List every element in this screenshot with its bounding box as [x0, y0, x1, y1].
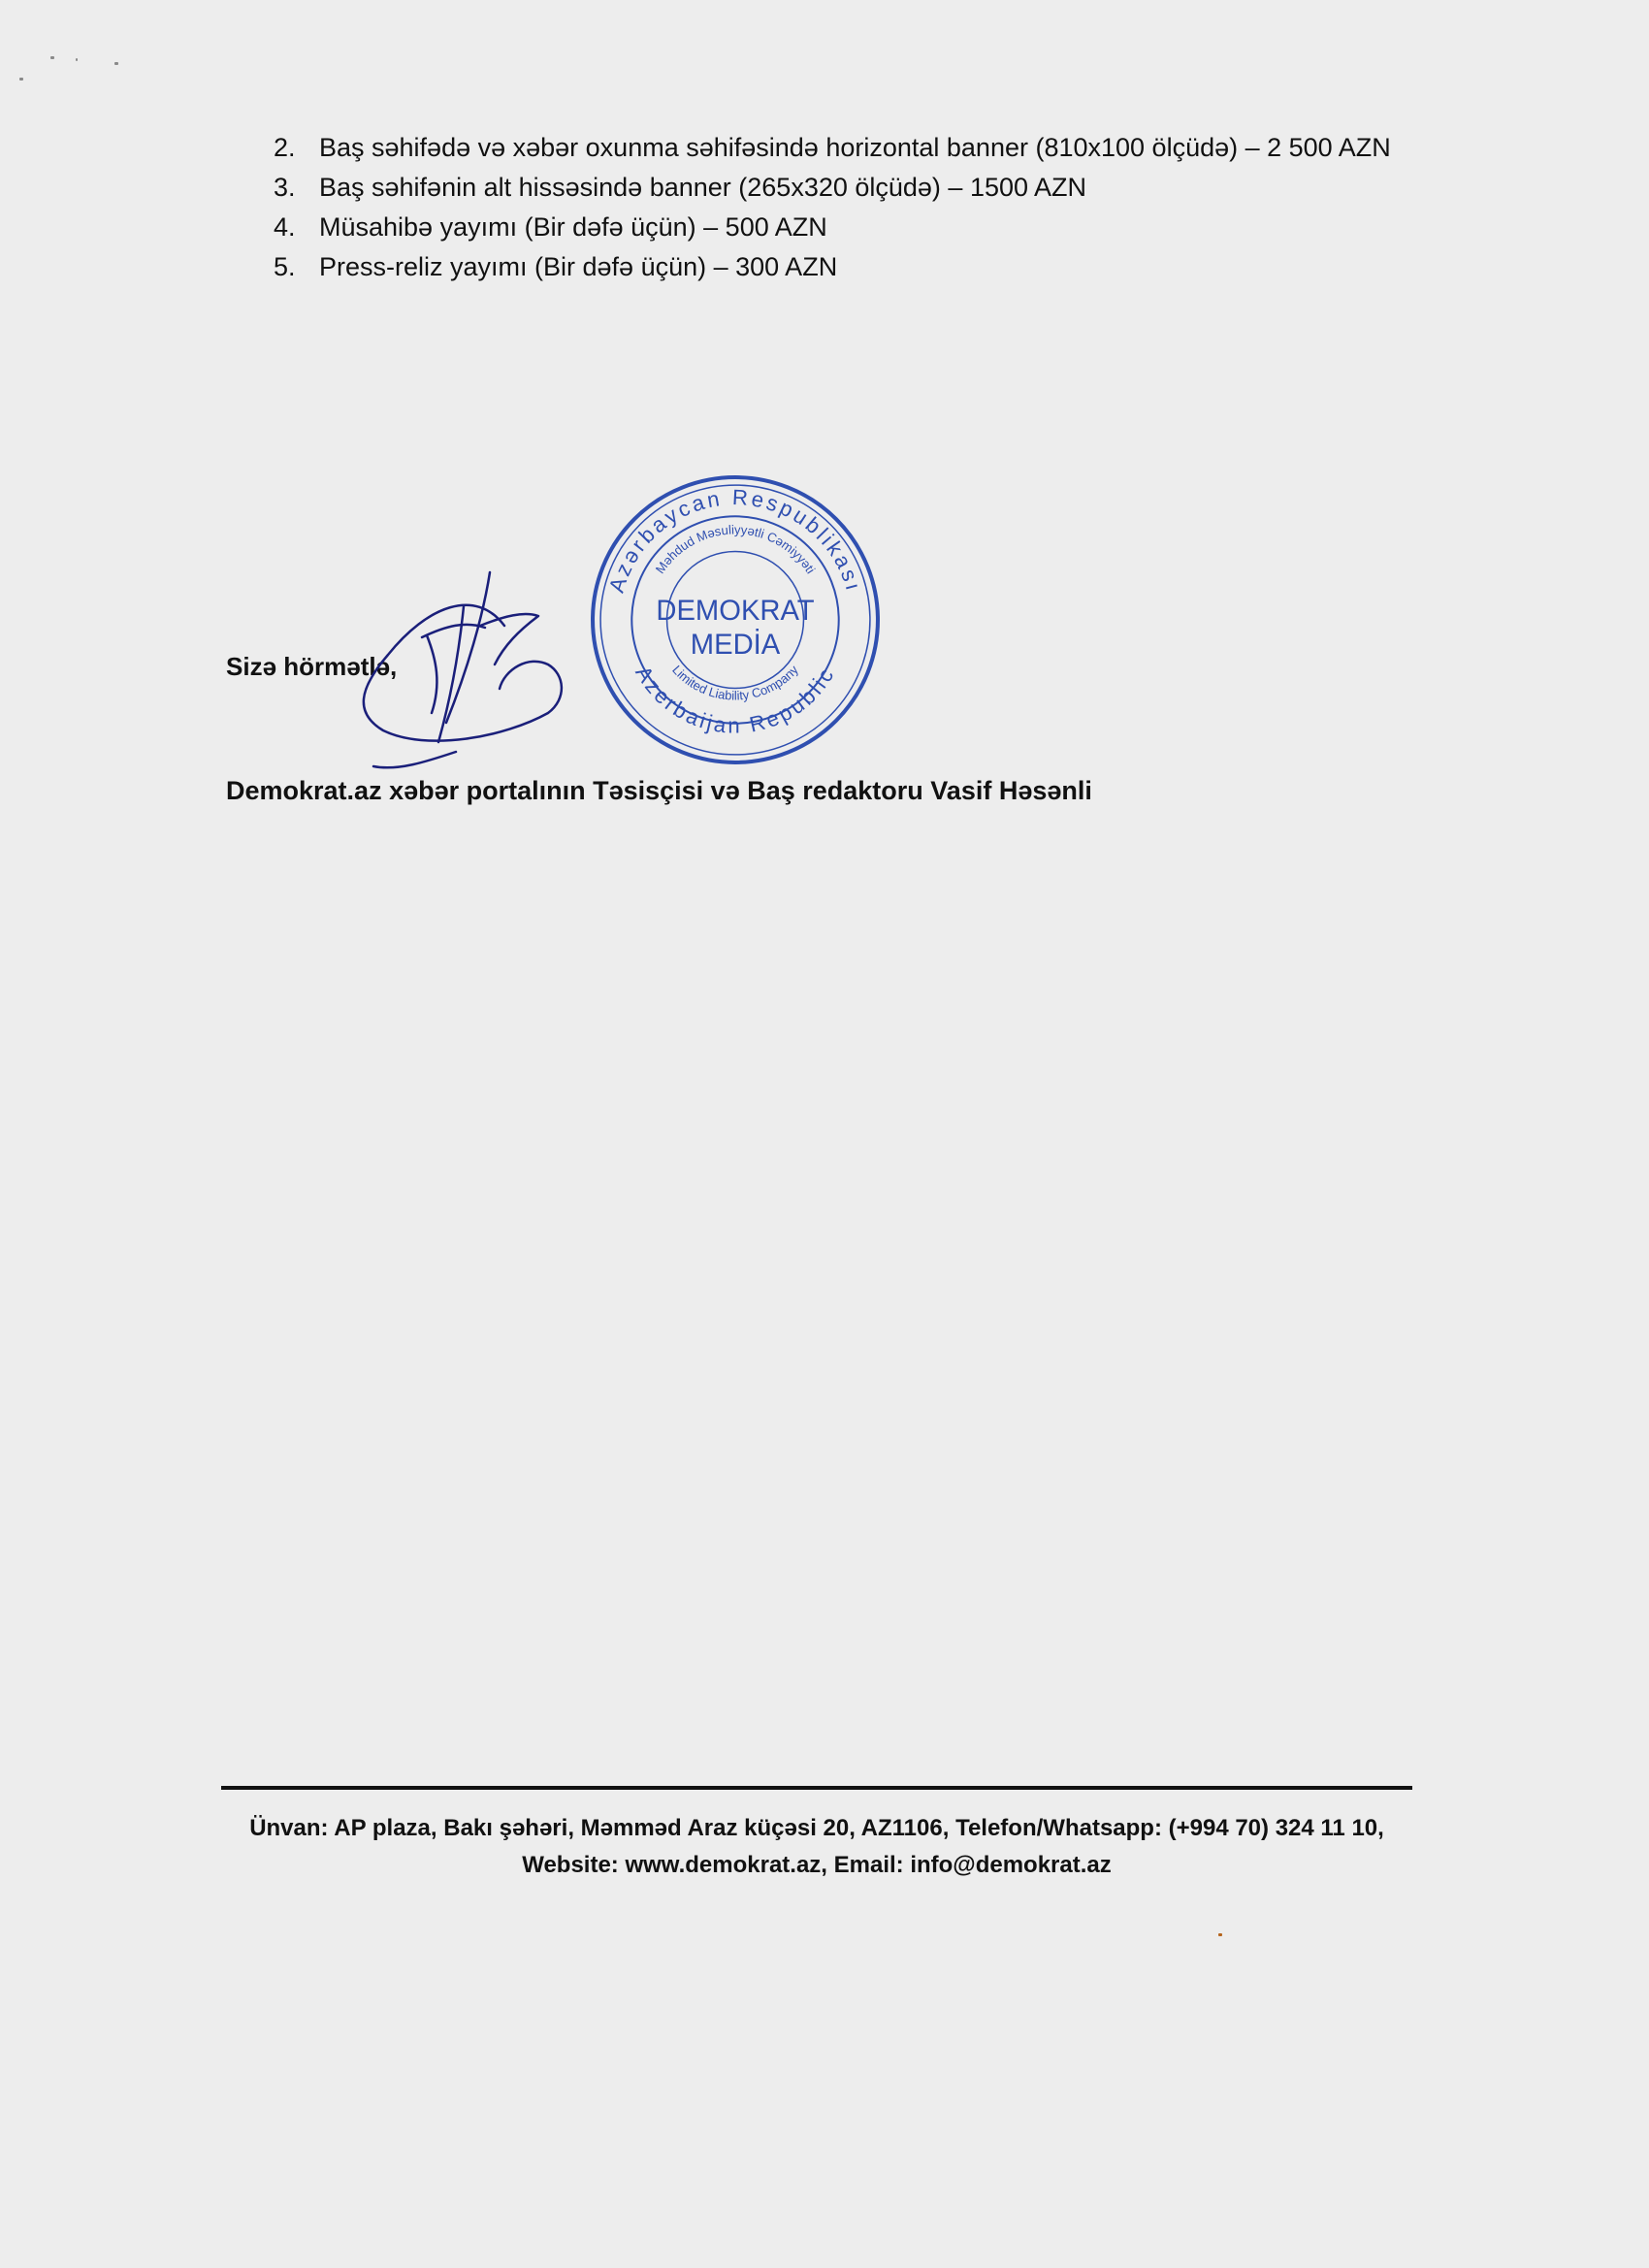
scan-speck [1218, 1933, 1222, 1936]
stamp-center-line-2: MEDİA [690, 630, 781, 662]
item-number: 2. [274, 133, 296, 162]
footer-contact-info: Ünvan: AP plaza, Bakı şəhəri, Məmməd Araz küçəsi 20, AZ1106, Telefon/Whatsapp: (+994 70) 324 11 10, Website: www.demokrat.az, Email: info@demokrat.az [249, 1815, 1384, 1878]
signer-name-title: Demokrat.az xəbər portalının Təsisçisi və Baş redaktoru Vasif Həsənli [226, 776, 1092, 805]
price-list-item [274, 247, 1399, 287]
svg-text:Limited Liability Company [669, 663, 801, 703]
stamp-inner-bottom-text: Limited Liability Company [669, 662, 801, 703]
scan-speck [50, 56, 54, 59]
closing-salutation: Sizə hörmətlə, [226, 652, 398, 681]
price-list-item [274, 128, 1399, 168]
company-stamp [589, 473, 882, 766]
scan-speck [76, 58, 78, 61]
item-text: Press-reliz yayımı (Bir dəfə üçün) – 300 AZN [319, 252, 838, 281]
stamp-outer-bottom-text: Azerbaijan Republic [630, 662, 840, 738]
handwritten-signature [359, 567, 572, 771]
stamp-inner-top-text: Məhdud Məsuliyyətli Cəmiyyəti [652, 522, 819, 576]
scan-speck [114, 62, 118, 65]
item-text: Müsahibə yayımı (Bir dəfə üçün) – 500 AZN [319, 212, 827, 242]
scan-speck [19, 78, 23, 81]
stamp-center-line-1: DEMOKRAT [656, 596, 815, 627]
item-text: Baş səhifənin alt hissəsində banner (265x320 ölçüdə) – 1500 AZN [319, 173, 1087, 202]
price-list [274, 128, 1399, 287]
item-number: 5. [274, 252, 296, 281]
item-number: 4. [274, 212, 296, 242]
svg-text:Məhdud Məsuliyyətli Cəmiyyəti [653, 522, 819, 576]
stamp-outer-top-text: Azərbaycan Respublikası [603, 484, 867, 596]
price-list-item [274, 168, 1399, 208]
item-number: 3. [274, 173, 296, 202]
price-list-item [274, 208, 1399, 247]
svg-text:Azərbaycan Respublikası [604, 485, 866, 596]
item-text: Baş səhifədə və xəbər oxunma səhifəsində horizontal banner (810x100 ölçüdə) – 2 500 AZN [319, 133, 1391, 162]
footer-divider [221, 1786, 1412, 1790]
